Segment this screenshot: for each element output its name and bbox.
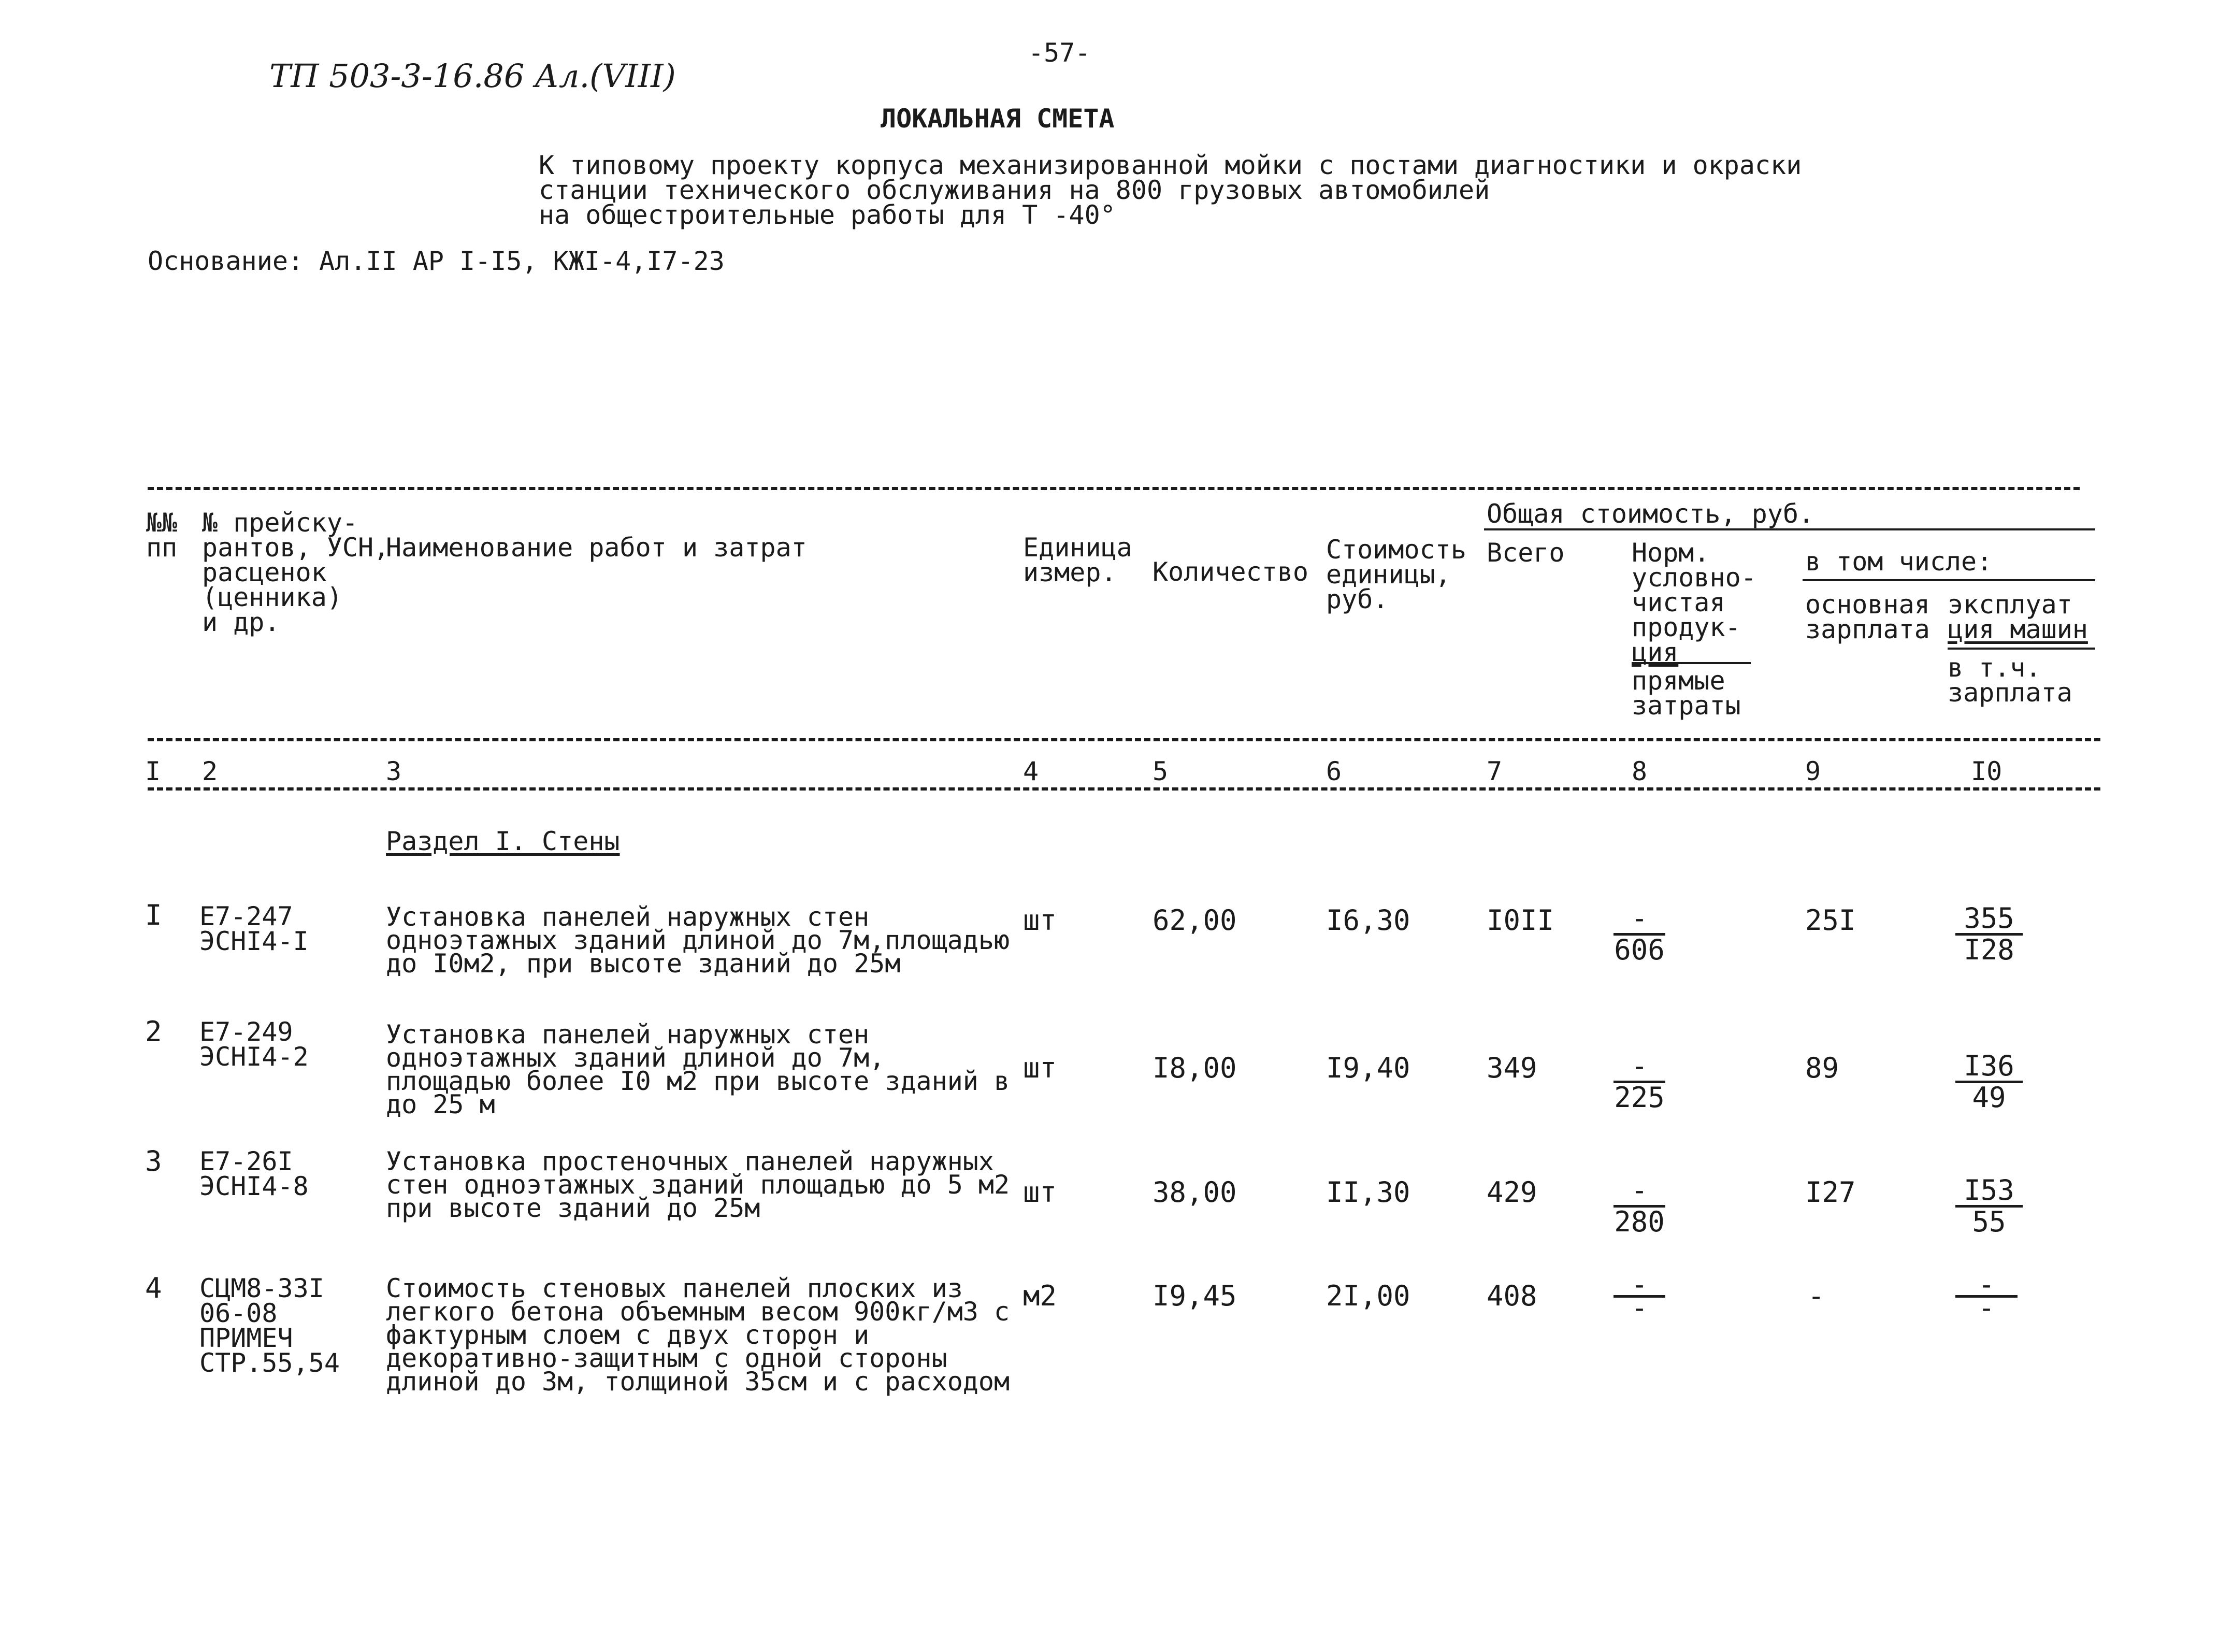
row-1-col10: 355 I28: [1950, 904, 2028, 965]
row-2-col10: I36 49: [1950, 1052, 2028, 1112]
header-bottom-rule: [148, 738, 2100, 741]
document-title: ЛОКАЛЬНАЯ СМЕТА: [881, 104, 1115, 134]
row-2-col9: 89: [1805, 1052, 1839, 1084]
header-incl-underline: [1803, 579, 2095, 581]
header-col8-bottom: прямые затраты: [1632, 666, 1741, 721]
colnum-5: 5: [1152, 756, 1169, 786]
header-top-rule: [148, 487, 2080, 490]
header-col1: №№ пп: [146, 508, 178, 563]
row-1-name: Установка панелей наружных стен одноэтажных зданий длиной до 7м,площадью до I0м2, при высоте зданий до 25м: [386, 902, 1010, 979]
colnum-9: 9: [1805, 756, 1821, 786]
header-col10-bottom: в т.ч. зарплата: [1948, 653, 2072, 708]
colnum-1: I: [145, 756, 161, 786]
row-1-code: Е7-247 ЭСНI4-I: [199, 901, 309, 956]
row-4-col10: - -: [1953, 1274, 2020, 1318]
header-col3: Наименование работ и затрат: [386, 533, 807, 563]
header-total-underline: [1484, 528, 2095, 530]
colnum-4: 4: [1023, 756, 1039, 786]
colnum-2: 2: [202, 756, 218, 786]
header-incl-group: в том числе:: [1805, 547, 1993, 577]
row-2-name: Установка панелей наружных стен одноэтажных зданий длиной до 7м, площадью более I0 м2 при высоте зданий в до 25 м: [386, 1019, 1010, 1119]
row-2-col8: - 225: [1614, 1050, 1665, 1114]
header-col10-top: эксплуат ция машин: [1948, 590, 2088, 644]
document-stamp: ТП 503-3-16.86 Ал.(VIII): [269, 57, 676, 95]
row-3-name: Установка простеночных панелей наружных стен одноэтажных зданий площадью до 5 м2 при высоте зданий до 25м: [386, 1146, 1010, 1223]
header-col8-top: Норм. условно- чистая продук- ция: [1632, 538, 1756, 667]
header-col5: Количество: [1152, 557, 1309, 587]
row-4-number: 4: [145, 1272, 162, 1304]
row-3-col10: I53 55: [1950, 1176, 2028, 1237]
document-subtitle: К типовому проекту корпуса механизированной мойки с постами диагностики и окраски станции технического обслуживания на 800 грузовых автомобилей на общестроительные работы для Т -40°: [539, 150, 1802, 230]
header-total-group: Общая стоимость, руб.: [1487, 499, 1814, 529]
row-1-total: I0II: [1487, 904, 1554, 937]
colnum-3: 3: [386, 756, 402, 786]
row-1-col9: 25I: [1805, 904, 1856, 937]
header-col10-divider: [1948, 648, 2095, 650]
section-title: Раздел I. Стены: [386, 826, 620, 856]
row-2-number: 2: [145, 1015, 162, 1048]
colnum-10: I0: [1971, 756, 2003, 786]
row-1-col8: - 606: [1614, 902, 1665, 966]
row-2-code: Е7-249 ЭСНI4-2: [199, 1017, 309, 1072]
header-col2: № прейску- рантов, УСН, расценок (ценника) и др.: [202, 508, 390, 637]
colnum-7: 7: [1487, 756, 1503, 786]
row-4-code: СЦМ8-33I 06-08 ПРИМЕЧ СТР.55,54: [199, 1273, 340, 1378]
header-col6: Стоимость единицы, руб.: [1326, 535, 1466, 614]
row-3-col8: - 280: [1614, 1174, 1665, 1238]
row-3-unit: шт: [1023, 1176, 1057, 1209]
header-col9: основная зарплата: [1805, 590, 1930, 644]
row-2-price: I9,40: [1326, 1052, 1410, 1084]
header-col4: Единица измер.: [1023, 533, 1132, 587]
header-col8-divider: [1632, 662, 1751, 664]
row-4-qty: I9,45: [1152, 1280, 1237, 1312]
row-3-price: II,30: [1326, 1176, 1410, 1209]
colnum-8: 8: [1632, 756, 1648, 786]
row-4-price: 2I,00: [1326, 1280, 1410, 1312]
row-2-qty: I8,00: [1152, 1052, 1237, 1084]
header-col7: Всего: [1487, 538, 1565, 568]
row-2-total: 349: [1487, 1052, 1537, 1084]
row-1-unit: шт: [1023, 904, 1057, 937]
row-1-price: I6,30: [1326, 904, 1410, 937]
row-4-total: 408: [1487, 1280, 1537, 1312]
row-4-unit: м2: [1023, 1280, 1057, 1312]
row-3-total: 429: [1487, 1176, 1537, 1209]
row-3-code: Е7-26I ЭСНI4-8: [199, 1146, 309, 1201]
row-1-number: I: [145, 899, 162, 931]
page-number: -57-: [1028, 38, 1091, 68]
row-3-col9: I27: [1805, 1176, 1856, 1209]
basis-line: Основание: Ал.II АР I-I5, КЖI-4,I7-23: [148, 246, 725, 276]
row-4-col8: - -: [1608, 1274, 1670, 1318]
row-2-unit: шт: [1023, 1052, 1057, 1084]
row-3-qty: 38,00: [1152, 1176, 1237, 1209]
row-1-qty: 62,00: [1152, 904, 1237, 937]
colnum-6: 6: [1326, 756, 1342, 786]
row-3-number: 3: [145, 1145, 162, 1177]
row-4-col9: -: [1808, 1280, 1825, 1312]
colnum-rule: [148, 787, 2100, 791]
row-4-name: Стоимость стеновых панелей плоских из легкого бетона объемным весом 900кг/м3 с фактурным слоем с двух сторон и декоративно-защитным с одной стороны длиной до 3м, толщиной 35см и с расходом: [386, 1273, 1010, 1397]
